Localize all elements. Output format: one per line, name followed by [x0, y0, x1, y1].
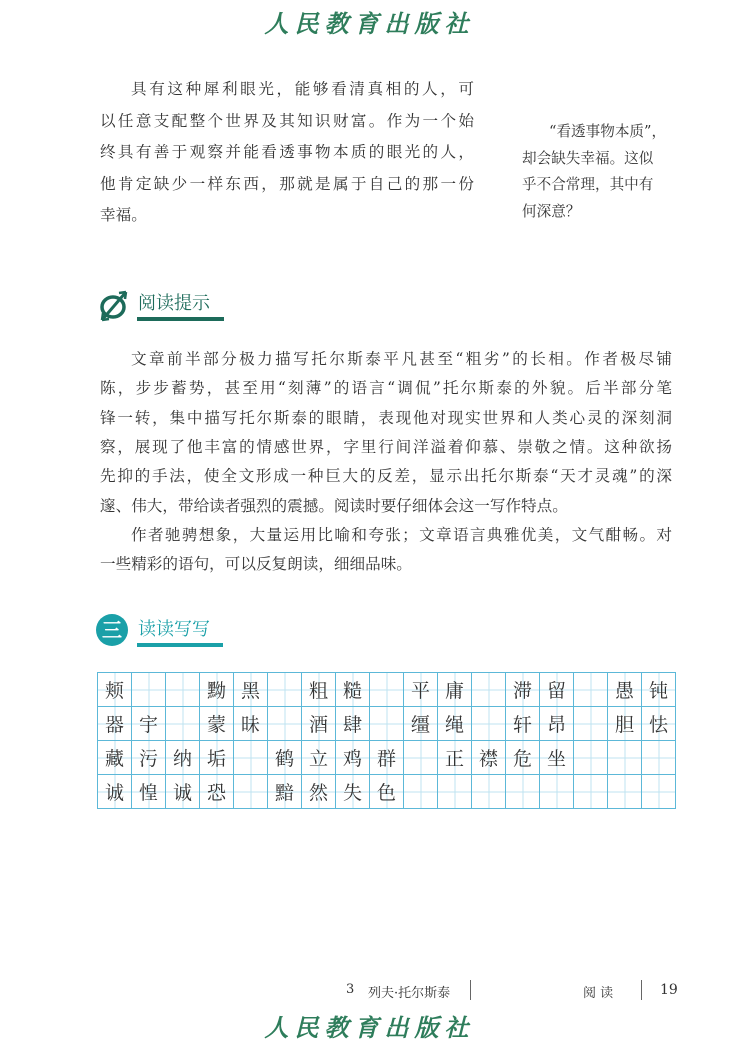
footer-divider [470, 980, 471, 1000]
reading-tips-icon [96, 288, 132, 324]
grid-cell: 平 [404, 673, 438, 707]
text-line: 以任意支配整个世界及其知识财富。作为一个始 [100, 111, 474, 130]
grid-cell [370, 673, 404, 707]
grid-cell [540, 775, 574, 809]
grid-cell: 昂 [540, 707, 574, 741]
grid-row [98, 673, 676, 707]
grid-cell: 色 [370, 775, 404, 809]
grid-cell [574, 673, 608, 707]
grid-cell [642, 741, 676, 775]
text-line: 幸福。 [100, 206, 147, 224]
grid-cell: 然 [302, 775, 336, 809]
grid-cell: 诚 [166, 775, 200, 809]
grid-cell [472, 707, 506, 741]
grid-cell: 庸 [438, 673, 472, 707]
text-line: 文章前半部分极力描写托尔斯泰平凡甚至“粗劣”的长相。作者极尽铺 [131, 350, 672, 368]
grid-cell [574, 775, 608, 809]
grid-cell: 正 [438, 741, 472, 775]
reading-tips-underline [137, 317, 224, 321]
grid-cell [506, 775, 540, 809]
read-write-underline [137, 643, 223, 647]
grid-cell [472, 673, 506, 707]
grid-cell: 黝 [200, 673, 234, 707]
grid-cell: 恐 [200, 775, 234, 809]
grid-cell: 糙 [336, 673, 370, 707]
grid-cell: 立 [302, 741, 336, 775]
text-line: 作者驰骋想象，大量运用比喻和夸张；文章语言典雅优美，文气酣畅。对 [131, 525, 672, 544]
text-line: 锋一转，集中描写托尔斯泰的眼睛，表现他对现实世界和人类心灵的深刻洞 [100, 408, 672, 427]
text-line: 陈，步步蓄势，甚至用“刻薄”的语言“调侃”托尔斯泰的外貌。后半部分笔 [100, 379, 672, 398]
grid-cell [404, 741, 438, 775]
grid-cell: 器 [98, 707, 132, 741]
reading-tips-title: 阅读提示 [138, 293, 210, 314]
grid-cell: 蒙 [200, 707, 234, 741]
text-line: 终具有善于观察并能看透事物本质的眼光的人， [100, 143, 474, 161]
grid-cell [404, 775, 438, 809]
grid-cell: 黯 [268, 775, 302, 809]
grid-cell [574, 707, 608, 741]
grid-row [98, 707, 676, 741]
grid-row [98, 741, 676, 775]
text-line: 他肯定缺少一样东西，那就是属于自己的那一份 [100, 174, 474, 193]
grid-cell [370, 707, 404, 741]
grid-cell [268, 707, 302, 741]
footer-chapter-title: 列夫·托尔斯泰 [368, 986, 451, 1001]
publisher-logo-bottom: 人民教育出版社 [264, 1013, 475, 1042]
side-note-line: 乎不合常理，其中有 [522, 176, 654, 193]
grid-cell [234, 775, 268, 809]
grid-cell: 鹤 [268, 741, 302, 775]
grid-cell: 黑 [234, 673, 268, 707]
grid-cell: 昧 [234, 707, 268, 741]
grid-cell: 惶 [132, 775, 166, 809]
grid-cell: 污 [132, 741, 166, 775]
grid-cell [438, 775, 472, 809]
footer-chapter-number: 3 [346, 982, 355, 997]
publisher-logo-top: 人民教育出版社 [264, 9, 475, 38]
grid-cell [608, 775, 642, 809]
grid-cell: 缰 [404, 707, 438, 741]
grid-cell: 颊 [98, 673, 132, 707]
text-line: 邃、伟大，带给读者强烈的震撼。阅读时要仔细体会这一写作特点。 [100, 496, 568, 515]
read-write-icon: 三 [96, 614, 128, 646]
grid-cell: 鸡 [336, 741, 370, 775]
grid-cell: 襟 [472, 741, 506, 775]
grid-cell: 留 [540, 673, 574, 707]
grid-cell [574, 741, 608, 775]
grid-cell: 宇 [132, 707, 166, 741]
grid-cell: 群 [370, 741, 404, 775]
grid-cell [642, 775, 676, 809]
grid-row [98, 775, 676, 809]
grid-cell: 粗 [302, 673, 336, 707]
grid-cell [608, 741, 642, 775]
grid-cell: 纳 [166, 741, 200, 775]
side-note-line: “看透事物本质”， [549, 123, 667, 140]
footer-divider [641, 980, 642, 1000]
grid-cell: 绳 [438, 707, 472, 741]
grid-cell: 钝 [642, 673, 676, 707]
grid-cell: 怯 [642, 707, 676, 741]
grid-cell: 坐 [540, 741, 574, 775]
grid-cell: 失 [336, 775, 370, 809]
grid-cell: 垢 [200, 741, 234, 775]
page-number: 19 [660, 982, 678, 998]
side-note-line: 何深意？ [522, 202, 581, 220]
vocabulary-grid [97, 672, 676, 809]
grid-cell: 诚 [98, 775, 132, 809]
text-line: 先抑的手法，使全文形成一种巨大的反差，显示出托尔斯泰“天才灵魂”的深 [100, 467, 672, 486]
read-write-title: 读读写写 [138, 619, 210, 640]
side-note-line: 却会缺失幸福。这似 [522, 149, 654, 167]
grid-cell: 轩 [506, 707, 540, 741]
grid-cell [472, 775, 506, 809]
text-line: 察，展现了他丰富的情感世界，字里行间洋溢着仰慕、崇敬之情。这种欲扬 [100, 437, 672, 456]
grid-cell: 愚 [608, 673, 642, 707]
grid-cell [234, 741, 268, 775]
grid-cell [268, 673, 302, 707]
grid-cell [166, 707, 200, 741]
grid-cell: 藏 [98, 741, 132, 775]
text-line: 一些精彩的语句，可以反复朗读，细细品味。 [100, 555, 412, 574]
text-line: 具有这种犀利眼光，能够看清真相的人，可 [131, 80, 474, 98]
grid-cell: 滞 [506, 673, 540, 707]
grid-cell: 胆 [608, 707, 642, 741]
grid-cell: 危 [506, 741, 540, 775]
grid-cell [166, 673, 200, 707]
grid-cell [132, 673, 166, 707]
grid-cell: 肆 [336, 707, 370, 741]
grid-cell: 酒 [302, 707, 336, 741]
footer-section: 阅 读 [583, 986, 614, 1001]
